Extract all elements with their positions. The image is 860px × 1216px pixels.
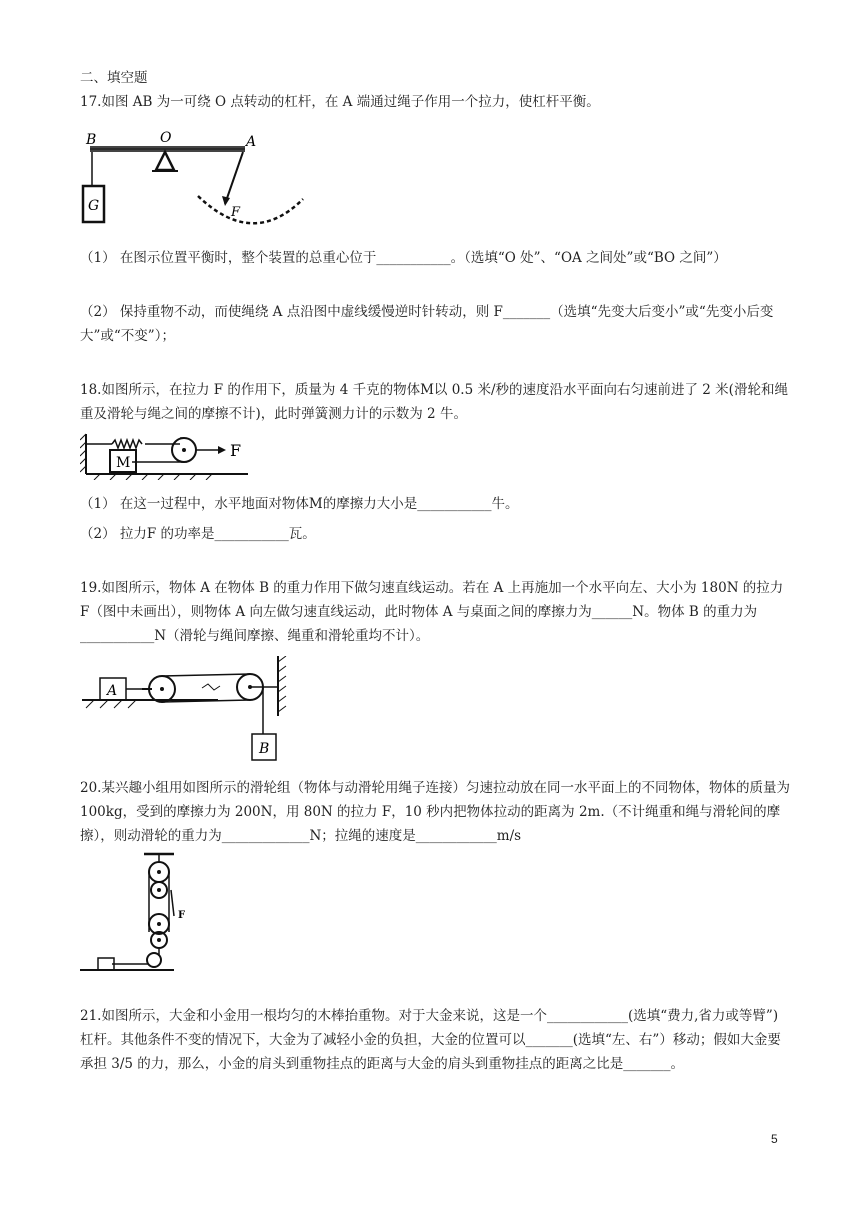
question-18-stem: 18.如图所示，在拉力 F 的作用下，质量为 4 千克的物体M以 0.5 米/秒的速度沿水平面向右匀速前进了 2 米(滑轮和绳重及滑轮与绳之间的摩擦不计)，此时弹簧测力计的示数为 2 牛。	[80, 382, 788, 422]
question-17-part-1: （1） 在图示位置平衡时，整个装置的总重心位于___________。（选填“O 处”、“OA 之间处”或“BO 之间”）	[80, 250, 727, 266]
question-18-part-2: （2） 拉力F 的功率是___________瓦。	[80, 526, 316, 542]
question-17-part-2: （2） 保持重物不动，而使绳绕 A 点沿图中虚线缓慢逆时针转动，则 F_______（选填“先变大后变小”或“先变小后变大”或“不变”）；	[80, 304, 774, 344]
question-17-stem: 17.如图 AB 为一可绕 O 点转动的杠杆，在 A 端通过绳子作用一个拉力，使杠杆平衡。	[80, 94, 600, 110]
figure-20-pulley-block	[78, 852, 198, 976]
question-19-stem: 19.如图所示，物体 A 在物体 B 的重力作用下做匀速直线运动。若在 A 上再施加一个水平向左、大小为 180N 的拉力 F（图中未画出），则物体 A 向左做匀速直线运动，此时物体 A 与桌面之间的摩擦力为______N。物体 B 的重力为___________N（滑轮与绳间摩擦、绳重和滑轮重均不计）。	[80, 580, 788, 644]
label-f: F	[230, 441, 242, 460]
label-g: G	[88, 198, 100, 214]
figure-18-pulley	[80, 430, 250, 480]
figure-19-pulleys	[82, 656, 292, 762]
label-m: M	[116, 455, 131, 471]
label-b: B	[259, 741, 270, 757]
label-f: F	[231, 205, 241, 220]
question-20-stem: 20.某兴趣小组用如图所示的滑轮组（物体与动滑轮用绳子连接）匀速拉动放在同一水平面上的不同物体，物体的质量为 100kg，受到的摩擦力为 200N，用 80N 的拉力 F，10 秒内把物体拉动的距离为 2m.（不计绳重和绳与滑轮间的摩擦），则动滑轮的重力为_____________N；拉绳的速度是____________m/s	[80, 780, 795, 844]
question-18-part-1: （1） 在这一过程中，水平地面对物体M的摩擦力大小是___________牛。	[80, 496, 519, 512]
label-a: A	[246, 134, 257, 150]
label-a: A	[107, 683, 118, 699]
section-title: 二、填空题	[80, 70, 148, 86]
label-f: F	[178, 910, 186, 921]
figure-17-lever	[78, 124, 308, 236]
label-o: O	[160, 130, 172, 146]
question-21-stem: 21.如图所示，大金和小金用一根均匀的木棒抬重物。对于大金来说，这是一个____________(选填“费力,省力或等臂”)杠杆。其他条件不变的情况下，大金为了减轻小金的负担，大金的位置可以_______(选填“左、右”）移动；假如大金要承担 3/5 的力，那么，小金的肩头到重物挂点的距离与大金的肩头到重物挂点的距离之比是_______。	[80, 1008, 781, 1072]
label-b: B	[86, 132, 97, 148]
page-number: 5	[771, 1132, 778, 1146]
